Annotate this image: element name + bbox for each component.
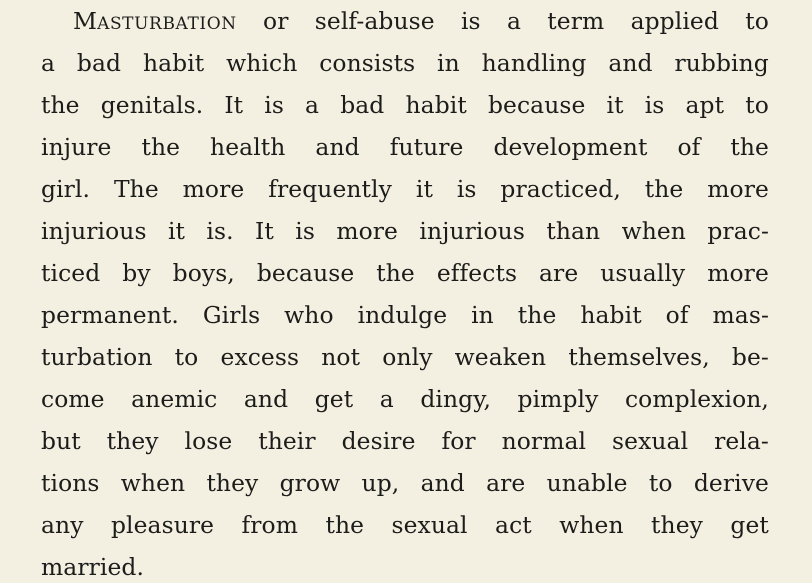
word: because	[487, 91, 586, 119]
text-line	[41, 462, 769, 504]
word: when	[621, 217, 686, 245]
word: ticed	[41, 259, 101, 287]
word: it	[415, 175, 433, 203]
text-line	[41, 378, 769, 420]
word: a	[41, 49, 56, 77]
word: permanent.	[41, 301, 179, 329]
word: practiced,	[500, 175, 621, 203]
word: self-abuse	[314, 7, 435, 35]
word: than	[546, 217, 601, 245]
word: sexual	[612, 427, 689, 455]
word: are	[486, 469, 526, 497]
word: Girls	[202, 301, 261, 329]
word: more	[707, 175, 769, 203]
word: derive	[693, 469, 769, 497]
word: health	[210, 133, 286, 161]
word: grow	[279, 469, 341, 497]
word: the	[730, 133, 769, 161]
text-line	[41, 504, 769, 546]
text-line	[41, 420, 769, 462]
word: it	[606, 91, 624, 119]
text-line	[41, 42, 769, 84]
word: not	[321, 343, 361, 371]
word: anemic	[131, 385, 218, 413]
word: injure	[41, 133, 112, 161]
word: desire	[341, 427, 416, 455]
word: It	[255, 217, 274, 245]
word: a	[506, 7, 521, 35]
text-line	[41, 252, 769, 294]
text-line	[41, 168, 769, 210]
word: injurious	[41, 217, 147, 245]
word: normal	[501, 427, 587, 455]
word: excess	[220, 343, 300, 371]
word: frequently	[268, 175, 392, 203]
word: is	[295, 217, 315, 245]
word: pimply	[517, 385, 599, 413]
word: they	[106, 427, 159, 455]
word: habit	[405, 91, 467, 119]
word: to	[745, 7, 769, 35]
word: boys,	[172, 259, 235, 287]
word: is	[456, 175, 477, 203]
word: the	[325, 511, 365, 539]
word: is	[460, 7, 481, 35]
word: girl.	[41, 175, 91, 203]
word: for	[441, 427, 476, 455]
word: rubbing	[674, 49, 769, 77]
word: It	[224, 91, 244, 119]
word: be-	[731, 343, 769, 371]
word: pleasure	[110, 511, 215, 539]
lead-word-initial: M	[73, 7, 98, 35]
word: habit	[142, 49, 205, 77]
word: to	[174, 343, 199, 371]
word: their	[258, 427, 316, 455]
word: when	[120, 469, 186, 497]
word: they	[651, 511, 703, 539]
text-line	[41, 0, 769, 42]
word: the	[517, 301, 557, 329]
word: future	[389, 133, 464, 161]
word: unable	[546, 469, 628, 497]
word: tions	[41, 469, 100, 497]
text-line	[41, 84, 769, 126]
text-line	[41, 546, 769, 583]
word: is	[264, 91, 284, 119]
text-line	[41, 294, 769, 336]
word: it	[167, 217, 186, 245]
word: they	[206, 469, 259, 497]
word: get	[314, 385, 354, 413]
lead-word	[73, 0, 237, 42]
word: injurious	[419, 217, 525, 245]
word: only	[382, 343, 433, 371]
word: bad	[76, 49, 122, 77]
word: indulge	[357, 301, 448, 329]
word: get	[730, 511, 769, 539]
word: by	[122, 259, 151, 287]
word: but	[41, 427, 81, 455]
word: of	[677, 133, 701, 161]
word: a	[379, 385, 394, 413]
word: rela-	[714, 427, 769, 455]
word: development	[493, 133, 648, 161]
word: who	[284, 301, 334, 329]
word: act	[495, 511, 532, 539]
word: lose	[184, 427, 233, 455]
word: is.	[206, 217, 234, 245]
word: and	[243, 385, 289, 413]
word: apt	[685, 91, 725, 119]
word: is	[644, 91, 665, 119]
word: come	[41, 385, 105, 413]
word: married.	[41, 553, 145, 581]
word: when	[559, 511, 624, 539]
word: usually	[600, 259, 686, 287]
word: any	[41, 511, 84, 539]
word: sexual	[391, 511, 468, 539]
word: or	[263, 7, 289, 35]
word: and	[315, 133, 360, 161]
word: in	[471, 301, 494, 329]
word: are	[539, 259, 579, 287]
text-line	[41, 336, 769, 378]
word: and	[608, 49, 653, 77]
word: which	[226, 49, 298, 77]
word: the	[644, 175, 684, 203]
word: up,	[361, 469, 400, 497]
word: effects	[436, 259, 518, 287]
word: complexion,	[624, 385, 769, 413]
word: of	[665, 301, 689, 329]
word: The	[113, 175, 159, 203]
word: turbation	[41, 343, 153, 371]
word: in	[437, 49, 460, 77]
word: habit	[580, 301, 642, 329]
word: more	[707, 259, 769, 287]
word: term	[547, 7, 605, 35]
word: to	[648, 469, 673, 497]
word: the	[141, 133, 181, 161]
word: themselves,	[568, 343, 710, 371]
word: handling	[481, 49, 587, 77]
word: consists	[319, 49, 416, 77]
text-line	[41, 210, 769, 252]
word: because	[256, 259, 355, 287]
word: mas-	[712, 301, 769, 329]
word: the	[41, 91, 80, 119]
word: prac-	[707, 217, 769, 245]
word: genitals.	[100, 91, 204, 119]
word: bad	[340, 91, 385, 119]
word: applied	[630, 7, 719, 35]
word: more	[336, 217, 398, 245]
lead-word-rest: ASTURBATION	[97, 14, 237, 34]
paragraph	[41, 0, 769, 583]
word: a	[305, 91, 320, 119]
word: and	[420, 469, 465, 497]
word: weaken	[454, 343, 547, 371]
word: the	[376, 259, 415, 287]
word: from	[241, 511, 299, 539]
word: dingy,	[420, 385, 491, 413]
word: to	[745, 91, 769, 119]
text-line	[41, 126, 769, 168]
word: more	[182, 175, 245, 203]
